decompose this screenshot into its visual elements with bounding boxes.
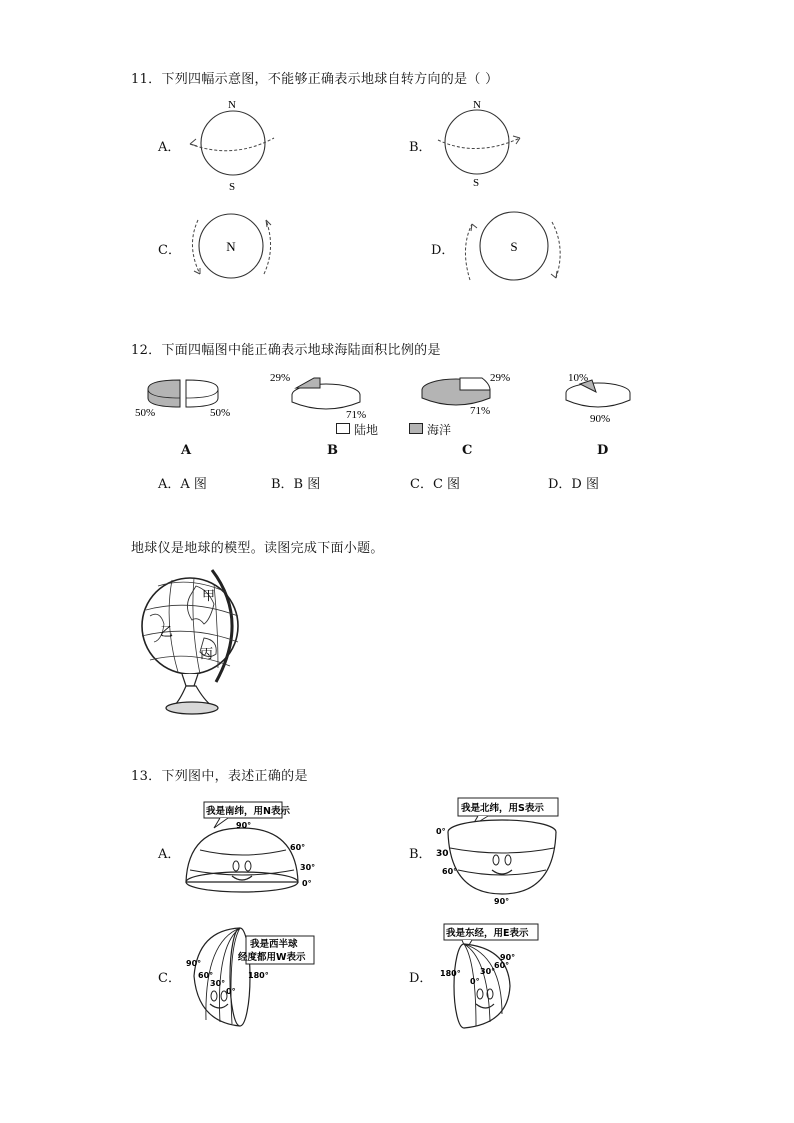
q12-answer-b[interactable]: B．B 图: [271, 477, 321, 492]
q12-letter-c: C: [462, 443, 473, 458]
q13-c-bubble-line1: 我是西半球: [250, 939, 298, 950]
legend-land-swatch: [336, 423, 350, 434]
q11-b-globe: [445, 110, 509, 174]
q13-b-tick-60: 60°: [442, 867, 458, 876]
q12-b-ocean-slice: [296, 378, 320, 388]
q11-b-north-label: N: [473, 99, 481, 111]
legend-land-label: 陆地: [354, 423, 379, 437]
q11-d-center-label: S: [510, 239, 518, 254]
globe-label-yi: 乙: [160, 625, 174, 640]
q12-a-land-half: [186, 380, 218, 407]
q12-answer-c[interactable]: C．C 图: [410, 477, 461, 492]
q13-b-bubble-text: 我是北纬，用S表示: [461, 803, 544, 814]
q12-d-big-percent: 90%: [590, 413, 611, 425]
globe-illustration: [134, 564, 246, 716]
q13-c-tick-180: 180°: [248, 971, 269, 980]
q12-a-right-percent: 50%: [210, 407, 231, 419]
q13-d-bubble-text: 我是东经，用E表示: [446, 928, 529, 939]
q12-pie-a: [132, 372, 244, 418]
q13-a-bubble-tail: [214, 818, 228, 828]
q13-b-tick-0: 0°: [436, 827, 446, 836]
q12-pie-d: [556, 368, 652, 428]
q13-option-a-diagram: [180, 798, 320, 902]
q12-c-ocean-side: [422, 390, 490, 405]
q13-option-b-label[interactable]: B．: [409, 847, 432, 862]
globe-label-jia: 甲: [202, 589, 216, 604]
q12-pie-c: [414, 368, 530, 420]
q11-b-south-label: S: [472, 177, 480, 189]
legend-ocean-label: 海洋: [427, 423, 452, 437]
globe-label-bing: 丙: [200, 647, 214, 662]
q13-option-c-diagram: [184, 922, 324, 1032]
q13-c-tick-30: 30°: [210, 979, 226, 988]
q13-option-a-label[interactable]: A．: [158, 847, 181, 862]
q12-a-ocean-half: [148, 380, 180, 407]
q13-d-tick-180: 180°: [440, 969, 461, 978]
q11-a-rotation-arrow: [190, 138, 274, 151]
q12-c-land-slice: [460, 378, 490, 390]
q12-b-small-percent: 29%: [270, 372, 291, 384]
q13-option-d-label[interactable]: D．: [409, 971, 433, 986]
q11-b-rotation-arrow: [438, 138, 520, 149]
q11-d-right-arrowhead: [551, 271, 557, 278]
globe-stand-base: [166, 702, 218, 714]
q11-a-north-label: N: [228, 99, 236, 111]
q13-c-tick-60: 60°: [198, 971, 214, 980]
q13-a-tick-60: 60°: [290, 843, 306, 852]
q11-c-right-arrowhead: [266, 220, 271, 227]
q12-b-land-side: [292, 395, 360, 409]
q12-c-big-percent: 71%: [470, 405, 491, 417]
q13-option-d-diagram: [436, 922, 556, 1032]
q11-option-a-label[interactable]: A．: [158, 140, 181, 155]
q11-c-center-label: N: [226, 239, 236, 254]
q11-title: 11．下列四幅示意图，不能够正确表示地球自转方向的是（ ）: [131, 72, 499, 87]
q12-b-big-percent: 71%: [346, 409, 367, 421]
q12-letter-a: A: [181, 443, 192, 458]
q11-option-c-diagram: [186, 206, 278, 286]
q13-c-tick-0: 0°: [226, 987, 236, 996]
q11-option-b-label[interactable]: B．: [409, 140, 432, 155]
q13-d-tick-30: 30°: [480, 967, 496, 976]
q11-a-arrowhead: [190, 139, 197, 146]
q11-d-right-arc: [552, 222, 560, 278]
q13-a-tick-30: 30°: [300, 863, 316, 872]
q11-option-b-diagram: [432, 94, 526, 194]
q13-a-tick-0: 0°: [302, 879, 312, 888]
q13-d-tick-60: 60°: [494, 961, 510, 970]
q13-b-tick-30: 30: [436, 849, 449, 859]
q11-d-left-arc: [465, 224, 472, 280]
q11-option-d-diagram: [462, 204, 566, 292]
q12-letter-d: D: [597, 443, 609, 458]
q11-a-south-label: S: [228, 181, 236, 193]
q13-d-tick-90: 90°: [500, 953, 516, 962]
q12-d-land-side: [566, 393, 630, 407]
q12-answer-d[interactable]: D．D 图: [548, 477, 599, 492]
legend-ocean-swatch: [409, 423, 423, 434]
q13-c-bubble-line2: 经度都用W表示: [238, 952, 306, 963]
q12-letter-b: B: [327, 443, 338, 458]
q13-a-bubble-text: 我是南纬，用N表示: [206, 806, 290, 817]
q12-c-small-percent: 29%: [490, 372, 511, 384]
globe-stand-neck: [182, 674, 198, 686]
q11-option-a-diagram: [188, 94, 278, 194]
q11-c-right-arc: [264, 220, 271, 274]
q12-title: 12．下面四幅图中能正确表示地球海陆面积比例的是: [131, 343, 441, 358]
q12-a-left-percent: 50%: [135, 407, 156, 419]
q13-option-b-diagram: [432, 794, 568, 906]
q13-b-tick-90: 90°: [494, 897, 510, 906]
q12-pie-b: [268, 368, 380, 420]
q12-d-small-percent: 10%: [568, 372, 589, 384]
q12-answer-a[interactable]: A．A 图: [158, 477, 207, 492]
q13-option-c-label[interactable]: C．: [158, 971, 181, 986]
q13-a-tick-90: 90°: [236, 821, 252, 830]
q11-d-left-arrowhead: [471, 224, 477, 231]
q11-option-d-label[interactable]: D．: [431, 243, 455, 258]
q11-a-globe: [201, 111, 265, 175]
q11-option-c-label[interactable]: C．: [158, 243, 181, 258]
q13-b-hemisphere: [448, 832, 556, 894]
q13-d-tick-0: 0°: [470, 977, 480, 986]
intro-text: 地球仪是地球的模型。读图完成下面小题。: [131, 541, 384, 556]
q13-c-tick-90: 90°: [186, 959, 202, 968]
q13-title: 13．下列图中，表述正确的是: [131, 769, 308, 784]
